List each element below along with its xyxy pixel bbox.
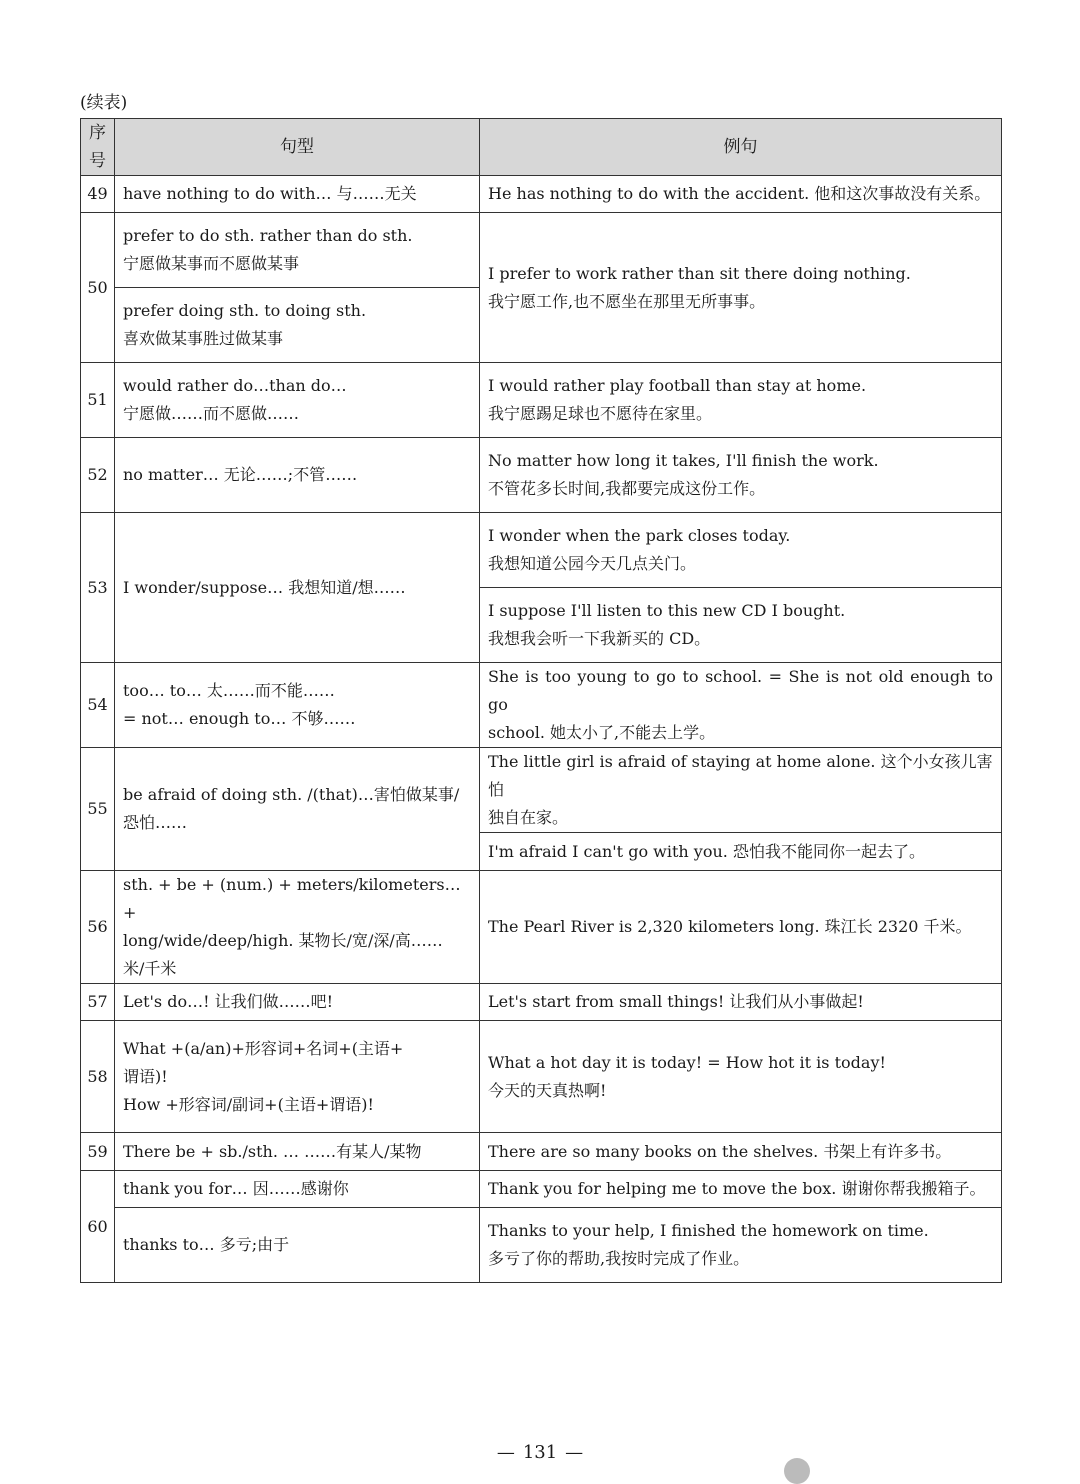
example-line: 多亏了你的帮助,我按时完成了作业。 (488, 1249, 750, 1268)
pattern-line: 米/千米 (123, 959, 177, 978)
row-number: 51 (81, 363, 115, 438)
pattern-line: Let's do…! 让我们做……吧! (123, 992, 334, 1011)
page-footer (0, 1442, 1080, 1463)
row-number: 58 (81, 1021, 115, 1133)
row-number: 57 (81, 984, 115, 1021)
table-row (81, 438, 1002, 513)
example-cell (480, 748, 1002, 833)
example-line: 我宁愿工作,也不愿坐在那里无所事事。 (488, 291, 766, 311)
pattern-line: would rather do…than do… (123, 376, 347, 395)
example-line: She is too young to go to school. = She is not old enough to go (488, 667, 993, 714)
footer-dash-left: — (496, 1442, 515, 1463)
header-pattern: 句型 (115, 119, 480, 176)
example-cell (480, 833, 1002, 871)
pattern-cell (115, 748, 480, 871)
row-number: 55 (81, 748, 115, 871)
table-caption: (续表) (80, 93, 128, 113)
example-line: What a hot day it is today! = How hot it is today! (488, 1052, 886, 1072)
row-number: 56 (81, 871, 115, 984)
example-line: I wonder when the park closes today. (488, 526, 791, 545)
example-line: No matter how long it takes, I'll finish the work. (488, 451, 879, 470)
table-header-row (81, 119, 1002, 176)
example-cell (480, 213, 1002, 363)
example-line: 我宁愿踢足球也不愿待在家里。 (488, 404, 713, 423)
example-line: 我想我会听一下我新买的 CD。 (488, 629, 711, 648)
example-cell (480, 663, 1002, 748)
example-cell (480, 438, 1002, 513)
table-row (81, 213, 1002, 288)
pattern-line: 恐怕…… (123, 813, 188, 832)
row-number: 49 (81, 176, 115, 213)
pattern-line: 宁愿做……而不愿做…… (123, 404, 300, 423)
example-cell (480, 1021, 1002, 1133)
row-number: 54 (81, 663, 115, 748)
pattern-line: prefer doing sth. to doing sth. (123, 301, 367, 320)
pattern-line: 宁愿做某事而不愿做某事 (123, 254, 300, 273)
table-row (81, 1021, 1002, 1133)
example-line: Thank you for helping me to move the box. 谢谢你帮我搬箱子。 (488, 1179, 986, 1198)
example-line: I prefer to work rather than sit there doing nothing. (488, 263, 911, 283)
example-cell (480, 176, 1002, 213)
example-line: The little girl is afraid of staying at home alone. 这个小女孩儿害怕 (488, 752, 993, 799)
pattern-line: = not… enough to… 不够…… (123, 709, 356, 728)
example-cell (480, 1133, 1002, 1171)
table-row (81, 176, 1002, 213)
example-cell (480, 588, 1002, 663)
row-number: 60 (81, 1171, 115, 1283)
pattern-line: long/wide/deep/high. 某物长/宽/深/高…… (123, 931, 443, 950)
table-row (81, 748, 1002, 833)
example-line: 独自在家。 (488, 808, 569, 827)
pattern-line: thanks to… 多亏;由于 (123, 1235, 290, 1254)
row-number: 52 (81, 438, 115, 513)
pattern-cell (115, 871, 480, 984)
example-line: Let's start from small things! 让我们从小事做起! (488, 992, 864, 1011)
pattern-cell (115, 663, 480, 748)
pattern-line: no matter… 无论……;不管…… (123, 465, 358, 484)
header-example: 例句 (480, 119, 1002, 176)
pattern-cell (115, 984, 480, 1021)
pattern-cell (115, 513, 480, 663)
page-number: 131 (522, 1442, 558, 1463)
example-cell (480, 1208, 1002, 1283)
example-cell (480, 984, 1002, 1021)
table-row (81, 513, 1002, 588)
example-line: 不管花多长时间,我都要完成这份工作。 (488, 479, 766, 498)
table-row (81, 663, 1002, 748)
pattern-line: How +形容词/副词+(主语+谓语)! (123, 1094, 374, 1114)
example-line: There are so many books on the shelves. 书架上有许多书。 (488, 1141, 952, 1161)
example-cell (480, 513, 1002, 588)
example-line: The Pearl River is 2,320 kilometers long. 珠江长 2320 千米。 (488, 917, 972, 936)
pattern-line: sth. + be + (num.) + meters/kilometers… + (123, 875, 461, 922)
pattern-line: prefer to do sth. rather than do sth. (123, 226, 413, 245)
header-num: 序号 (81, 119, 115, 176)
example-cell (480, 1171, 1002, 1208)
row-number: 59 (81, 1133, 115, 1171)
pattern-cell (115, 1208, 480, 1283)
example-line: Thanks to your help, I finished the homework on time. (488, 1221, 929, 1240)
table-row (81, 1171, 1002, 1208)
example-cell (480, 871, 1002, 984)
pattern-line: thank you for… 因……感谢你 (123, 1179, 349, 1198)
footer-dash-right: — (565, 1442, 584, 1463)
table-row (81, 1133, 1002, 1171)
pattern-cell (115, 213, 480, 288)
table-row (81, 984, 1002, 1021)
example-line: I suppose I'll listen to this new CD I bought. (488, 601, 846, 620)
example-line: I'm afraid I can't go with you. 恐怕我不能同你一起去了。 (488, 841, 925, 861)
pattern-cell (115, 176, 480, 213)
table-row (81, 871, 1002, 984)
pattern-cell (115, 363, 480, 438)
pattern-line: too… to… 太……而不能…… (123, 681, 335, 700)
example-line: school. 她太小了,不能去上学。 (488, 723, 716, 742)
example-cell (480, 363, 1002, 438)
pattern-cell (115, 438, 480, 513)
pattern-line: What +(a/an)+形容词+名词+(主语+ (123, 1038, 404, 1058)
row-number: 53 (81, 513, 115, 663)
example-line: 我想知道公园今天几点关门。 (488, 554, 697, 573)
pattern-line: There be + sb./sth. … ……有某人/某物 (123, 1141, 422, 1161)
pattern-line: 谓语)! (123, 1066, 168, 1086)
pattern-cell (115, 1171, 480, 1208)
table-row (81, 1208, 1002, 1283)
pattern-line: have nothing to do with… 与……无关 (123, 184, 417, 203)
example-line: He has nothing to do with the accident. 他和这次事故没有关系。 (488, 184, 991, 203)
example-line: I would rather play football than stay at home. (488, 376, 867, 395)
pattern-cell (115, 1133, 480, 1171)
example-line: 今天的天真热啊! (488, 1080, 607, 1100)
pattern-cell (115, 288, 480, 363)
grammar-table (80, 118, 1002, 1283)
pattern-cell (115, 1021, 480, 1133)
pattern-line: I wonder/suppose… 我想知道/想…… (123, 577, 406, 597)
pattern-line: be afraid of doing sth. /(that)…害怕做某事/ (123, 785, 460, 804)
watermark-logo-icon (784, 1458, 810, 1484)
table-row (81, 363, 1002, 438)
pattern-line: 喜欢做某事胜过做某事 (123, 329, 284, 348)
row-number: 50 (81, 213, 115, 363)
